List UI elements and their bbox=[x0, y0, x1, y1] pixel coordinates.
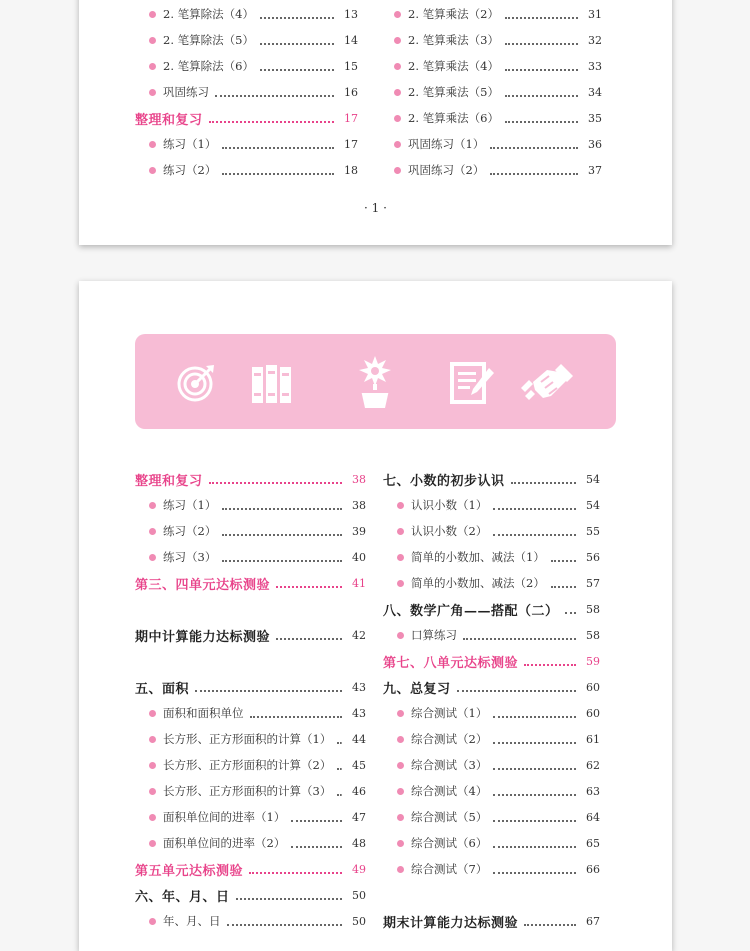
toc-entry bbox=[135, 55, 358, 77]
toc-entry-title: 综合测试（7） bbox=[411, 862, 488, 876]
toc-entry bbox=[135, 858, 366, 880]
toc-entry-title: 综合测试（2） bbox=[411, 732, 488, 746]
toc-entry-title: 第三、四单元达标测验 bbox=[135, 577, 271, 593]
toc-entry bbox=[135, 81, 358, 103]
toc-entry bbox=[383, 546, 600, 568]
dot-leader bbox=[505, 17, 578, 19]
toc-entry bbox=[135, 806, 366, 828]
bullet-dot-icon bbox=[397, 866, 404, 873]
bullet-dot-icon bbox=[397, 736, 404, 743]
toc-entry bbox=[135, 546, 366, 568]
toc-entry bbox=[135, 676, 366, 698]
toc-entry-title: 面积和面积单位 bbox=[163, 706, 244, 720]
dot-leader bbox=[490, 147, 578, 149]
toc-entry bbox=[135, 520, 366, 542]
toc-entry bbox=[135, 728, 366, 750]
toc-entry bbox=[383, 520, 600, 542]
toc-entry-page: 67 bbox=[586, 914, 600, 928]
toc-entry-page: 43 bbox=[352, 706, 366, 720]
toc-entry-page: 33 bbox=[588, 59, 602, 73]
toc-entry-title: 巩固练习（2） bbox=[408, 163, 485, 177]
dot-leader bbox=[276, 638, 342, 640]
dot-leader bbox=[505, 43, 578, 45]
dot-leader bbox=[222, 147, 334, 149]
bullet-dot-icon bbox=[394, 141, 401, 148]
bullet-dot-icon bbox=[149, 528, 156, 535]
toc-entry bbox=[383, 598, 600, 620]
toc-entry-page: 57 bbox=[586, 576, 600, 590]
toc-entry-title: 2. 笔算乘法（2） bbox=[408, 7, 499, 21]
toc-entry bbox=[135, 884, 366, 906]
bullet-dot-icon bbox=[149, 37, 156, 44]
toc-entry-page: 16 bbox=[344, 85, 358, 99]
toc-entry-title: 认识小数（2） bbox=[411, 524, 488, 538]
dot-leader bbox=[260, 43, 334, 45]
toc-entry-title: 2. 笔算乘法（6） bbox=[408, 111, 499, 125]
dot-leader bbox=[524, 664, 576, 666]
toc-entry bbox=[135, 780, 366, 802]
bullet-dot-icon bbox=[149, 502, 156, 509]
toc-entry bbox=[383, 806, 600, 828]
toc-entry-page: 60 bbox=[586, 706, 600, 720]
dot-leader bbox=[565, 612, 576, 614]
toc-entry-page: 17 bbox=[344, 111, 358, 125]
handshake-icon bbox=[519, 360, 575, 406]
toc-entry-title: 2. 笔算除法（4） bbox=[163, 7, 254, 21]
dot-leader bbox=[337, 794, 342, 796]
bullet-dot-icon bbox=[397, 840, 404, 847]
toc-entry bbox=[383, 494, 600, 516]
toc-entry bbox=[383, 858, 600, 880]
bullet-dot-icon bbox=[394, 89, 401, 96]
toc-entry bbox=[135, 29, 358, 51]
toc-entry bbox=[380, 81, 602, 103]
dot-leader bbox=[490, 173, 578, 175]
toc-entry-title: 练习（3） bbox=[163, 550, 217, 564]
dot-leader bbox=[276, 586, 342, 588]
toc-entry-title: 2. 笔算乘法（4） bbox=[408, 59, 499, 73]
toc-entry-page: 38 bbox=[352, 498, 366, 512]
dot-leader bbox=[195, 690, 342, 692]
toc-entry-title: 整理和复习 bbox=[135, 473, 203, 489]
bullet-dot-icon bbox=[397, 762, 404, 769]
dot-leader bbox=[291, 820, 342, 822]
toc-entry bbox=[135, 159, 358, 181]
bullet-dot-icon bbox=[394, 63, 401, 70]
toc-entry bbox=[383, 468, 600, 490]
toc-entry-title: 2. 笔算除法（6） bbox=[163, 59, 254, 73]
toc-entry-title: 七、小数的初步认识 bbox=[383, 473, 505, 489]
toc-entry bbox=[383, 754, 600, 776]
toc-entry-page: 61 bbox=[586, 732, 600, 746]
toc-entry-page: 42 bbox=[352, 628, 366, 642]
bullet-dot-icon bbox=[397, 580, 404, 587]
toc-entry-page: 41 bbox=[352, 576, 366, 590]
toc-entry-title: 2. 笔算乘法（5） bbox=[408, 85, 499, 99]
toc-entry-page: 59 bbox=[586, 654, 600, 668]
dot-leader bbox=[215, 95, 334, 97]
bullet-dot-icon bbox=[397, 528, 404, 535]
toc-page-2 bbox=[79, 281, 672, 951]
bullet-dot-icon bbox=[149, 554, 156, 561]
toc-entry bbox=[135, 494, 366, 516]
toc-entry-page: 64 bbox=[586, 810, 600, 824]
dot-leader bbox=[222, 173, 334, 175]
bullet-dot-icon bbox=[394, 115, 401, 122]
toc-entry bbox=[380, 55, 602, 77]
toc-entry-title: 整理和复习 bbox=[135, 112, 203, 128]
dot-leader bbox=[493, 794, 576, 796]
toc-entry-page: 49 bbox=[352, 862, 366, 876]
toc-entry bbox=[383, 702, 600, 724]
toc-entry-page: 36 bbox=[588, 137, 602, 151]
dot-leader bbox=[551, 560, 576, 562]
dot-leader bbox=[337, 742, 342, 744]
toc-entry bbox=[135, 832, 366, 854]
toc-entry-page: 32 bbox=[588, 33, 602, 47]
dot-leader bbox=[209, 482, 342, 484]
toc-entry bbox=[380, 3, 602, 25]
toc-entry-page: 40 bbox=[352, 550, 366, 564]
toc-entry bbox=[135, 133, 358, 155]
toc-entry bbox=[383, 650, 600, 672]
bullet-dot-icon bbox=[149, 762, 156, 769]
toc-entry-page: 55 bbox=[586, 524, 600, 538]
bullet-dot-icon bbox=[149, 167, 156, 174]
toc-entry-title: 第五单元达标测验 bbox=[135, 863, 244, 879]
toc-entry bbox=[383, 728, 600, 750]
toc-entry-title: 八、数学广角——搭配（二） bbox=[383, 603, 559, 619]
toc-entry-title: 综合测试（3） bbox=[411, 758, 488, 772]
bullet-dot-icon bbox=[149, 710, 156, 717]
dot-leader bbox=[524, 924, 576, 926]
bullet-dot-icon bbox=[149, 141, 156, 148]
toc-entry-title: 2. 笔算除法（5） bbox=[163, 33, 254, 47]
toc-entry-title: 五、面积 bbox=[135, 681, 190, 697]
bullet-dot-icon bbox=[149, 788, 156, 795]
toc-entry-title: 面积单位间的进率（1） bbox=[163, 810, 286, 824]
toc-entry-page: 56 bbox=[586, 550, 600, 564]
toc-entry-page: 66 bbox=[586, 862, 600, 876]
toc-entry-title: 六、年、月、日 bbox=[135, 889, 230, 905]
toc-entry-title: 长方形、正方形面积的计算（2） bbox=[163, 758, 332, 772]
toc-entry-page: 15 bbox=[344, 59, 358, 73]
toc-entry bbox=[135, 3, 358, 25]
dot-leader bbox=[222, 508, 342, 510]
dot-leader bbox=[260, 17, 334, 19]
toc-entry-title: 练习（2） bbox=[163, 524, 217, 538]
toc-entry bbox=[383, 910, 600, 932]
toc-entry bbox=[380, 29, 602, 51]
toc-entry bbox=[383, 780, 600, 802]
bullet-dot-icon bbox=[149, 736, 156, 743]
toc-entry-page: 44 bbox=[352, 732, 366, 746]
toc-entry-title: 2. 笔算乘法（3） bbox=[408, 33, 499, 47]
toc-entry-page: 13 bbox=[344, 7, 358, 21]
toc-entry-page: 17 bbox=[344, 137, 358, 151]
toc-entry-title: 年、月、日 bbox=[163, 914, 221, 928]
toc-entry-page: 50 bbox=[352, 888, 366, 902]
toc-entry bbox=[383, 676, 600, 698]
dot-leader bbox=[505, 69, 578, 71]
toc-entry bbox=[135, 910, 366, 932]
bullet-dot-icon bbox=[394, 11, 401, 18]
dot-leader bbox=[250, 716, 343, 718]
toc-entry-title: 简单的小数加、减法（2） bbox=[411, 576, 545, 590]
dot-leader bbox=[209, 121, 334, 123]
toc-entry-title: 巩固练习 bbox=[163, 85, 209, 99]
bullet-dot-icon bbox=[149, 814, 156, 821]
toc-entry-title: 长方形、正方形面积的计算（3） bbox=[163, 784, 332, 798]
toc-entry bbox=[135, 107, 358, 129]
toc-entry-page: 38 bbox=[352, 472, 366, 486]
toc-entry-page: 37 bbox=[588, 163, 602, 177]
bullet-dot-icon bbox=[397, 814, 404, 821]
toc-entry-title: 练习（1） bbox=[163, 498, 217, 512]
dot-leader bbox=[493, 872, 576, 874]
toc-entry-title: 九、总复习 bbox=[383, 681, 451, 697]
bullet-dot-icon bbox=[149, 89, 156, 96]
toc-entry-title: 练习（1） bbox=[163, 137, 217, 151]
toc-entry-title: 综合测试（4） bbox=[411, 784, 488, 798]
toc-entry-title: 巩固练习（1） bbox=[408, 137, 485, 151]
toc-entry-title: 期中计算能力达标测验 bbox=[135, 629, 271, 645]
bullet-dot-icon bbox=[394, 37, 401, 44]
dot-leader bbox=[493, 768, 576, 770]
toc-entry-page: 14 bbox=[344, 33, 358, 47]
toc-entry-title: 认识小数（1） bbox=[411, 498, 488, 512]
toc-entry bbox=[380, 133, 602, 155]
dot-leader bbox=[457, 690, 576, 692]
dot-leader bbox=[493, 820, 576, 822]
bullet-dot-icon bbox=[149, 11, 156, 18]
dot-leader bbox=[493, 716, 576, 718]
toc-entry-title: 长方形、正方形面积的计算（1） bbox=[163, 732, 332, 746]
dot-leader bbox=[493, 534, 576, 536]
toc-entry-title: 综合测试（1） bbox=[411, 706, 488, 720]
toc-entry-page: 39 bbox=[352, 524, 366, 538]
toc-entry-page: 58 bbox=[586, 628, 600, 642]
potted-plant-icon bbox=[355, 354, 395, 410]
dot-leader bbox=[551, 586, 576, 588]
toc-entry bbox=[135, 468, 366, 490]
toc-entry-page: 54 bbox=[586, 472, 600, 486]
toc-page-1 bbox=[79, 0, 672, 245]
bullet-dot-icon bbox=[397, 632, 404, 639]
bullet-dot-icon bbox=[149, 63, 156, 70]
toc-entry-page: 54 bbox=[586, 498, 600, 512]
toc-entry bbox=[135, 624, 366, 646]
toc-entry-page: 47 bbox=[352, 810, 366, 824]
dot-leader bbox=[493, 508, 576, 510]
toc-entry bbox=[135, 754, 366, 776]
toc-entry-page: 62 bbox=[586, 758, 600, 772]
dot-leader bbox=[505, 95, 578, 97]
toc-entry-page: 34 bbox=[588, 85, 602, 99]
toc-entry-title: 简单的小数加、减法（1） bbox=[411, 550, 545, 564]
toc-entry-page: 65 bbox=[586, 836, 600, 850]
dot-leader bbox=[222, 560, 342, 562]
notepad-pen-icon bbox=[449, 360, 495, 406]
bullet-dot-icon bbox=[397, 502, 404, 509]
page-number: · 1 · bbox=[364, 201, 387, 215]
toc-entry-page: 35 bbox=[588, 111, 602, 125]
dot-leader bbox=[227, 924, 343, 926]
bullet-dot-icon bbox=[397, 710, 404, 717]
icon-banner bbox=[135, 334, 616, 429]
toc-entry-page: 48 bbox=[352, 836, 366, 850]
toc-entry-page: 43 bbox=[352, 680, 366, 694]
toc-entry-title: 综合测试（5） bbox=[411, 810, 488, 824]
toc-entry bbox=[383, 624, 600, 646]
toc-entry-page: 58 bbox=[586, 602, 600, 616]
toc-entry bbox=[380, 159, 602, 181]
toc-entry-page: 46 bbox=[352, 784, 366, 798]
toc-entry bbox=[380, 107, 602, 129]
toc-entry bbox=[135, 572, 366, 594]
toc-entry-title: 练习（2） bbox=[163, 163, 217, 177]
toc-entry-page: 60 bbox=[586, 680, 600, 694]
toc-entry-page: 31 bbox=[588, 7, 602, 21]
bullet-dot-icon bbox=[394, 167, 401, 174]
toc-entry-title: 口算练习 bbox=[411, 628, 457, 642]
dot-leader bbox=[337, 768, 342, 770]
target-icon bbox=[176, 363, 216, 403]
dot-leader bbox=[291, 846, 342, 848]
toc-entry-page: 18 bbox=[344, 163, 358, 177]
toc-entry bbox=[383, 832, 600, 854]
toc-entry bbox=[135, 702, 366, 724]
bullet-dot-icon bbox=[149, 840, 156, 847]
toc-entry-title: 期末计算能力达标测验 bbox=[383, 915, 519, 931]
dot-leader bbox=[493, 846, 576, 848]
toc-entry-title: 综合测试（6） bbox=[411, 836, 488, 850]
toc-entry bbox=[383, 572, 600, 594]
toc-entry-title: 面积单位间的进率（2） bbox=[163, 836, 286, 850]
dot-leader bbox=[260, 69, 334, 71]
dot-leader bbox=[505, 121, 578, 123]
bullet-dot-icon bbox=[397, 554, 404, 561]
toc-entry-page: 63 bbox=[586, 784, 600, 798]
dot-leader bbox=[249, 872, 342, 874]
dot-leader bbox=[222, 534, 342, 536]
toc-entry-page: 50 bbox=[352, 914, 366, 928]
dot-leader bbox=[236, 898, 342, 900]
dot-leader bbox=[463, 638, 576, 640]
toc-entry-page: 45 bbox=[352, 758, 366, 772]
dot-leader bbox=[511, 482, 576, 484]
toc-entry-title: 第七、八单元达标测验 bbox=[383, 655, 519, 671]
binders-icon bbox=[250, 361, 294, 405]
dot-leader bbox=[493, 742, 576, 744]
bullet-dot-icon bbox=[397, 788, 404, 795]
bullet-dot-icon bbox=[149, 918, 156, 925]
